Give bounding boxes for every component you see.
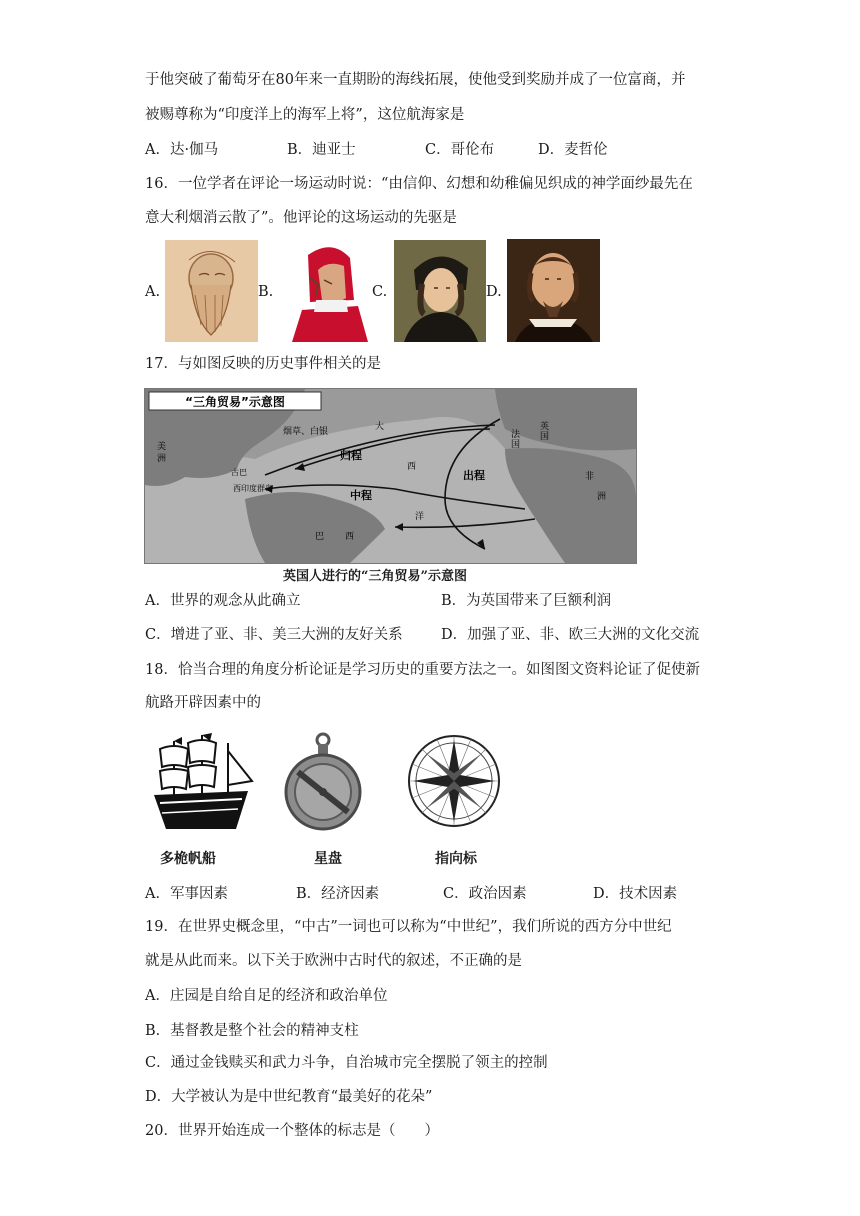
q19-option-d: D．大学被认为是中世纪教育“最美好的花朵” (145, 1089, 433, 1105)
ship-caption: 多桅帆船 (160, 851, 216, 867)
q19-option-a: A．庄园是自给自足的经济和政治单位 (145, 988, 388, 1004)
map-label-england: 英 (540, 422, 550, 432)
map-title: “三角贸易”示意图 (185, 395, 285, 409)
q19-stem-line1: 19．在世界史概念里，“中古”一词也可以称为“中世纪”，我们所说的西方分中世纪 (145, 919, 672, 935)
map-label-middle: 中程 (350, 489, 372, 502)
map-label-africa: 非 (585, 472, 595, 482)
q19-stem-line2: 就是从此而来。以下关于欧洲中古时代的叙述，不正确的是 (145, 953, 522, 969)
map-caption: 英国人进行的“三角贸易”示意图 (283, 569, 467, 584)
map-label-da: 大 (375, 422, 385, 432)
map-label-america-2: 洲 (157, 454, 167, 464)
q19-option-c: C．通过金钱赎买和武力斗争，自治城市完全摆脱了领主的控制 (145, 1055, 548, 1071)
compass-caption: 指向标 (435, 851, 477, 867)
map-label-england-2: 国 (540, 432, 550, 442)
q16-stem-line2: 意大利烟消云散了”。他评论的这场运动的先驱是 (145, 210, 457, 226)
q17-option-a: A．世界的观念从此确立 (145, 593, 301, 609)
shakespeare-portrait (507, 239, 600, 342)
q15-option-a: A．达·伽马 (145, 142, 219, 158)
map-label-cuba: 古巴 (231, 468, 247, 477)
compass-rose-icon (407, 730, 501, 832)
q15-stem-line2: 被赐尊称为“印度洋上的海军上将”，这位航海家是 (145, 107, 465, 123)
q15-option-b: B．迪亚士 (287, 142, 356, 158)
map-label-america: 美 (157, 442, 167, 452)
map-label-brazil-2: 西 (345, 532, 355, 542)
q16-option-a-letter: A. (145, 284, 161, 300)
q15-stem-line1: 于他突破了葡萄牙在80年来一直期盼的海线拓展，使他受到奖励并成了一位富商，并 (145, 72, 686, 88)
q18-option-c: C．政治因素 (443, 886, 527, 902)
map-label-africa-2: 洲 (597, 492, 607, 502)
q18-stem-line1: 18．恰当合理的角度分析论证是学习历史的重要方法之一。如图图文资料论证了促使新 (145, 662, 700, 678)
astrolabe-caption: 星盘 (314, 851, 342, 867)
q17-option-b: B．为英国带来了巨额利润 (441, 593, 612, 609)
raphael-portrait (394, 240, 486, 342)
dante-portrait (288, 240, 372, 342)
multi-mast-ship-icon (146, 733, 256, 833)
map-label-brazil: 巴 (315, 532, 325, 542)
map-label-xi: 西 (407, 462, 417, 472)
q18-stem-line2: 航路开辟因素中的 (145, 695, 261, 711)
q17-stem: 17．与如图反映的历史事件相关的是 (145, 356, 381, 372)
map-label-yang: 洋 (415, 512, 425, 522)
q17-option-d: D．加强了亚、非、欧三大洲的文化交流 (441, 627, 700, 643)
q15-option-c: C．哥伦布 (425, 142, 495, 158)
q16-option-c-letter: C. (372, 284, 388, 300)
q19-option-b: B．基督教是整个社会的精神支柱 (145, 1023, 359, 1039)
q16-stem-line1: 16．一位学者在评论一场运动时说：“由信仰、幻想和幼稚偏见织成的神学面纱最先在 (145, 176, 693, 192)
q20-stem: 20．世界开始连成一个整体的标志是（ ） (145, 1123, 439, 1139)
triangle-trade-map (144, 388, 637, 564)
q18-option-d: D．技术因素 (593, 886, 678, 902)
q15-option-d: D．麦哲伦 (538, 142, 608, 158)
map-label-goods: 烟草、白银 (283, 427, 329, 437)
map-label-west-indies: 西印度群岛 (233, 484, 273, 493)
q16-option-b-letter: B. (258, 284, 274, 300)
astrolabe-icon (284, 732, 362, 832)
q18-option-a: A．军事因素 (145, 886, 228, 902)
map-label-return: 归程 (340, 449, 362, 462)
map-label-france-2: 国 (511, 440, 521, 450)
q18-option-b: B．经济因素 (296, 886, 380, 902)
map-label-outbound: 出程 (463, 469, 485, 482)
map-label-france: 法 (511, 430, 521, 440)
q16-option-d-letter: D. (486, 284, 502, 300)
q17-option-c: C．增进了亚、非、美三大洲的友好关系 (145, 627, 403, 643)
leonardo-portrait (165, 240, 258, 342)
